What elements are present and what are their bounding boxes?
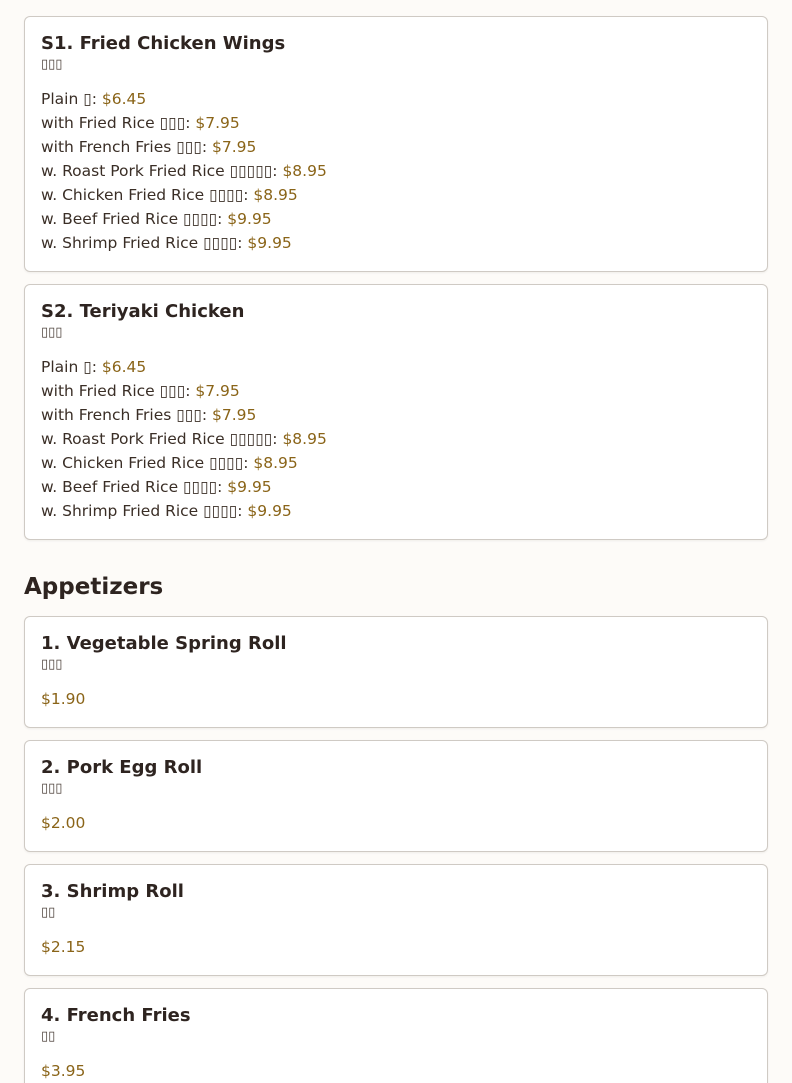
option-price: $6.45 (101, 358, 147, 376)
option-price: $9.95 (247, 502, 292, 520)
price-option (41, 451, 751, 475)
option-label: Plain ▯: (41, 358, 102, 376)
menu-item-card-s2[interactable] (24, 284, 768, 540)
option-price: $7.95 (212, 406, 257, 424)
option-price: $9.95 (227, 478, 272, 496)
option-label: with Fried Rice ▯▯▯: (41, 114, 196, 132)
price-option (41, 183, 751, 207)
item-chinese-name: ▯▯ (41, 1029, 56, 1044)
price-option (41, 379, 751, 403)
menu-item-card-s1[interactable] (24, 16, 768, 272)
item-chinese-name: ▯▯ (41, 905, 56, 920)
option-label: with Fried Rice ▯▯▯: (41, 382, 196, 400)
menu-item-card-appetizer-2[interactable] (24, 740, 768, 852)
option-label: Plain ▯: (41, 90, 102, 108)
price-option (41, 475, 751, 499)
price-option (41, 403, 751, 427)
item-title: 4. French Fries (41, 1005, 191, 1026)
option-price: $7.95 (212, 138, 257, 156)
menu-item-card-appetizer-1[interactable] (24, 616, 768, 728)
menu-item-card-appetizer-4[interactable] (24, 988, 768, 1083)
option-label: with French Fries ▯▯▯: (41, 138, 213, 156)
item-title: 3. Shrimp Roll (41, 881, 184, 902)
option-price: $8.95 (282, 430, 327, 448)
item-price: $3.95 (41, 1062, 86, 1080)
option-label: w. Chicken Fried Rice ▯▯▯▯: (41, 186, 254, 204)
option-price: $8.95 (282, 162, 327, 180)
price-option (41, 135, 751, 159)
price-option (41, 159, 751, 183)
option-label: w. Roast Pork Fried Rice ▯▯▯▯▯: (41, 162, 283, 180)
item-chinese-name: ▯▯▯ (41, 325, 63, 340)
option-label: w. Beef Fried Rice ▯▯▯▯: (41, 478, 228, 496)
item-title: S2. Teriyaki Chicken (41, 301, 245, 322)
option-price: $9.95 (247, 234, 292, 252)
option-label: w. Roast Pork Fried Rice ▯▯▯▯▯: (41, 430, 283, 448)
price-option (41, 231, 751, 255)
option-label: w. Chicken Fried Rice ▯▯▯▯: (41, 454, 254, 472)
option-label: w. Shrimp Fried Rice ▯▯▯▯: (41, 502, 248, 520)
item-chinese-name: ▯▯▯ (41, 57, 63, 72)
option-label: with French Fries ▯▯▯: (41, 406, 213, 424)
item-price: $2.00 (41, 814, 86, 832)
option-price: $7.95 (195, 382, 240, 400)
item-price: $2.15 (41, 938, 86, 956)
item-chinese-name: ▯▯▯ (41, 657, 63, 672)
option-price: $6.45 (101, 90, 147, 108)
item-title: S1. Fried Chicken Wings (41, 33, 286, 54)
price-option (41, 111, 751, 135)
option-price: $9.95 (227, 210, 272, 228)
price-option (41, 87, 751, 111)
option-label: w. Beef Fried Rice ▯▯▯▯: (41, 210, 228, 228)
item-title: 2. Pork Egg Roll (41, 757, 203, 778)
section-heading-appetizers: Appetizers (24, 574, 164, 600)
price-option (41, 207, 751, 231)
menu-item-card-appetizer-3[interactable] (24, 864, 768, 976)
option-price: $8.95 (253, 454, 298, 472)
item-title: 1. Vegetable Spring Roll (41, 633, 287, 654)
option-price: $8.95 (253, 186, 298, 204)
option-price: $7.95 (195, 114, 240, 132)
price-option (41, 355, 751, 379)
item-chinese-name: ▯▯▯ (41, 781, 63, 796)
price-option (41, 427, 751, 451)
item-price: $1.90 (41, 690, 86, 708)
price-option (41, 499, 751, 523)
option-label: w. Shrimp Fried Rice ▯▯▯▯: (41, 234, 248, 252)
